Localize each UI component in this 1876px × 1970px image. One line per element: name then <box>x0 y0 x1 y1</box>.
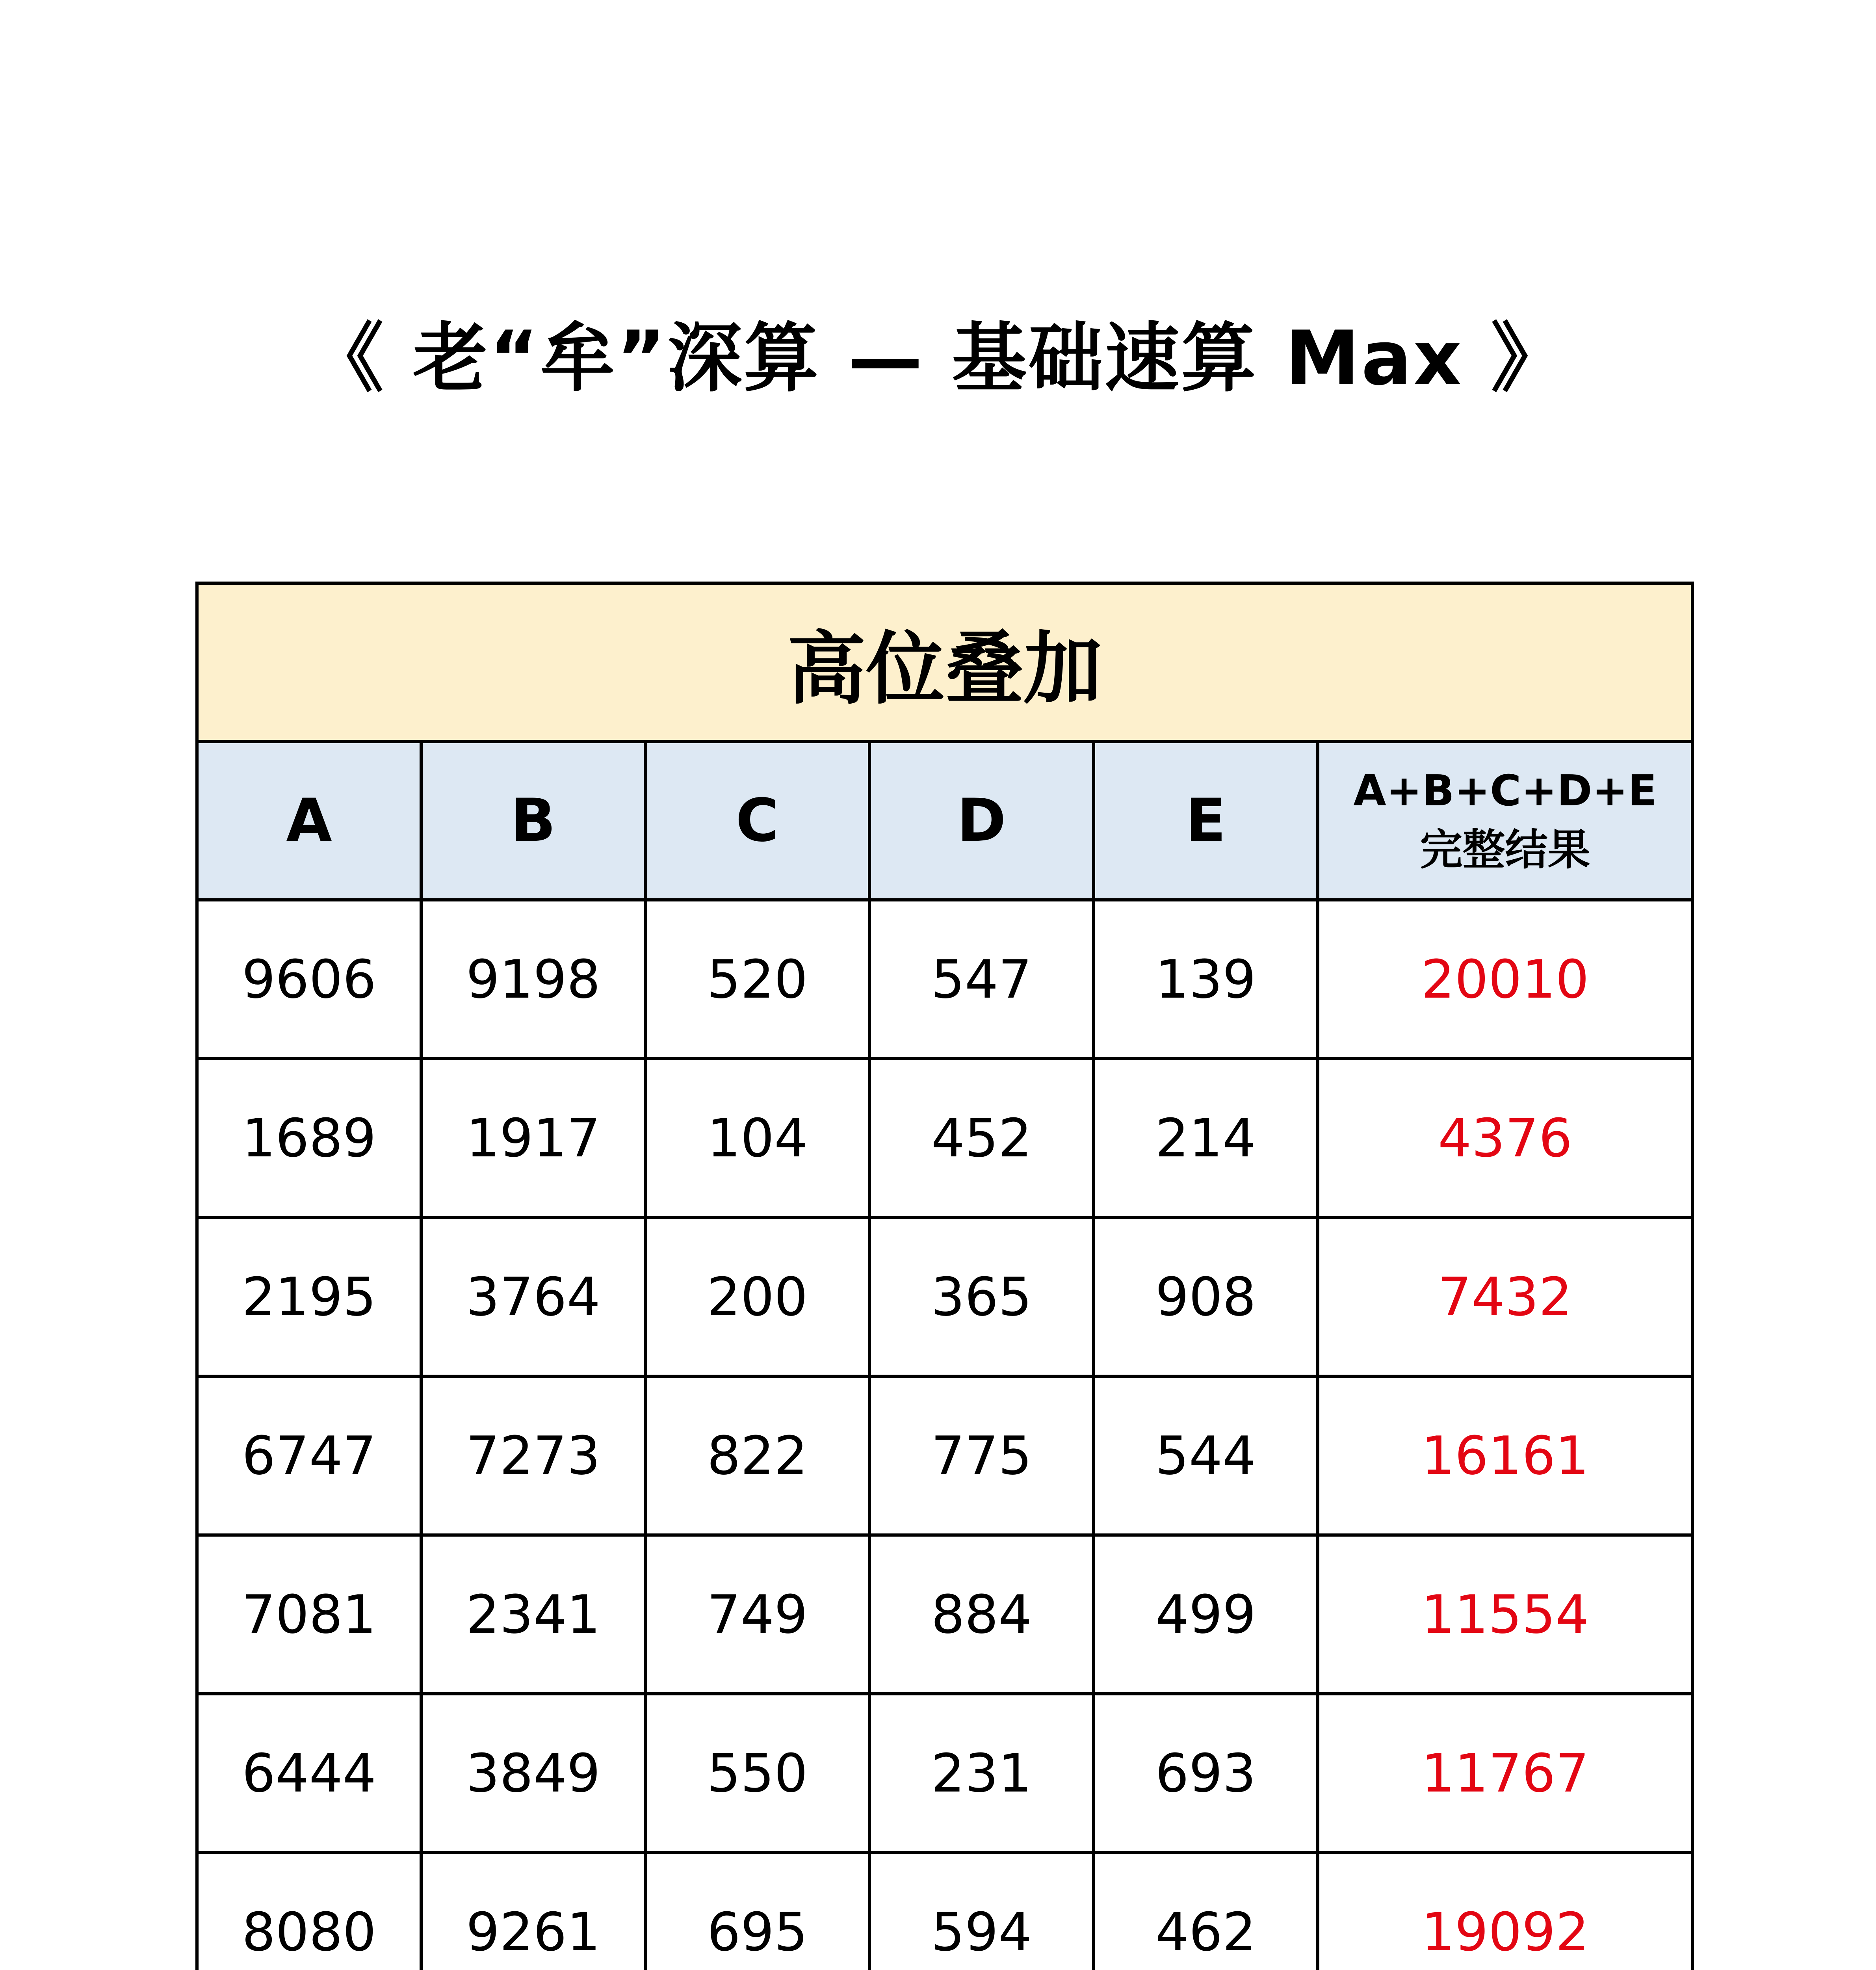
value-cell-d: 231 <box>869 1694 1094 1853</box>
value-cell-d: 365 <box>869 1217 1094 1376</box>
column-header-c: C <box>645 742 869 900</box>
value-cell-e: 462 <box>1094 1853 1318 1970</box>
value-cell-b: 9261 <box>421 1853 645 1970</box>
column-header-sum <box>1318 742 1692 900</box>
result-cell: 19092 <box>1318 1853 1692 1970</box>
value-cell-c: 104 <box>645 1059 869 1217</box>
addition-worksheet-table <box>195 582 1694 1970</box>
section-title: 高位叠加 <box>197 583 1692 742</box>
value-cell-e: 139 <box>1094 900 1318 1059</box>
value-cell-a: 6747 <box>197 1376 421 1535</box>
value-cell-b: 2341 <box>421 1535 645 1694</box>
table-row <box>197 1217 1692 1376</box>
value-cell-c: 550 <box>645 1694 869 1853</box>
section-title-row <box>197 583 1692 742</box>
value-cell-d: 547 <box>869 900 1094 1059</box>
value-cell-a: 9606 <box>197 900 421 1059</box>
value-cell-e: 544 <box>1094 1376 1318 1535</box>
value-cell-c: 200 <box>645 1217 869 1376</box>
value-cell-e: 908 <box>1094 1217 1318 1376</box>
value-cell-a: 6444 <box>197 1694 421 1853</box>
value-cell-a: 7081 <box>197 1535 421 1694</box>
value-cell-a: 2195 <box>197 1217 421 1376</box>
value-cell-e: 214 <box>1094 1059 1318 1217</box>
value-cell-b: 9198 <box>421 900 645 1059</box>
table-row <box>197 1059 1692 1217</box>
column-header-b: B <box>421 742 645 900</box>
value-cell-d: 884 <box>869 1535 1094 1694</box>
table-row <box>197 1694 1692 1853</box>
column-header-e: E <box>1094 742 1318 900</box>
result-cell: 7432 <box>1318 1217 1692 1376</box>
value-cell-c: 695 <box>645 1853 869 1970</box>
value-cell-e: 499 <box>1094 1535 1318 1694</box>
table-row <box>197 900 1692 1059</box>
value-cell-b: 7273 <box>421 1376 645 1535</box>
result-cell: 11767 <box>1318 1694 1692 1853</box>
value-cell-b: 3764 <box>421 1217 645 1376</box>
value-cell-d: 594 <box>869 1853 1094 1970</box>
value-cell-c: 520 <box>645 900 869 1059</box>
table-row <box>197 1853 1692 1970</box>
value-cell-a: 8080 <box>197 1853 421 1970</box>
sum-header-label: 完整结果 <box>1420 825 1590 875</box>
value-cell-c: 822 <box>645 1376 869 1535</box>
value-cell-d: 775 <box>869 1376 1094 1535</box>
value-cell-a: 1689 <box>197 1059 421 1217</box>
value-cell-d: 452 <box>869 1059 1094 1217</box>
value-cell-b: 1917 <box>421 1059 645 1217</box>
column-header-d: D <box>869 742 1094 900</box>
result-cell: 20010 <box>1318 900 1692 1059</box>
result-cell: 4376 <box>1318 1059 1692 1217</box>
page-title: 《 老“牟”深算 — 基础速算 Max 》 <box>308 315 1568 402</box>
value-cell-e: 693 <box>1094 1694 1318 1853</box>
result-cell: 11554 <box>1318 1535 1692 1694</box>
value-cell-c: 749 <box>645 1535 869 1694</box>
column-header-row <box>197 742 1692 900</box>
value-cell-b: 3849 <box>421 1694 645 1853</box>
result-cell: 16161 <box>1318 1376 1692 1535</box>
table-row <box>197 1535 1692 1694</box>
sum-header-formula: A+B+C+D+E <box>1353 766 1657 816</box>
table-row <box>197 1376 1692 1535</box>
column-header-a: A <box>197 742 421 900</box>
